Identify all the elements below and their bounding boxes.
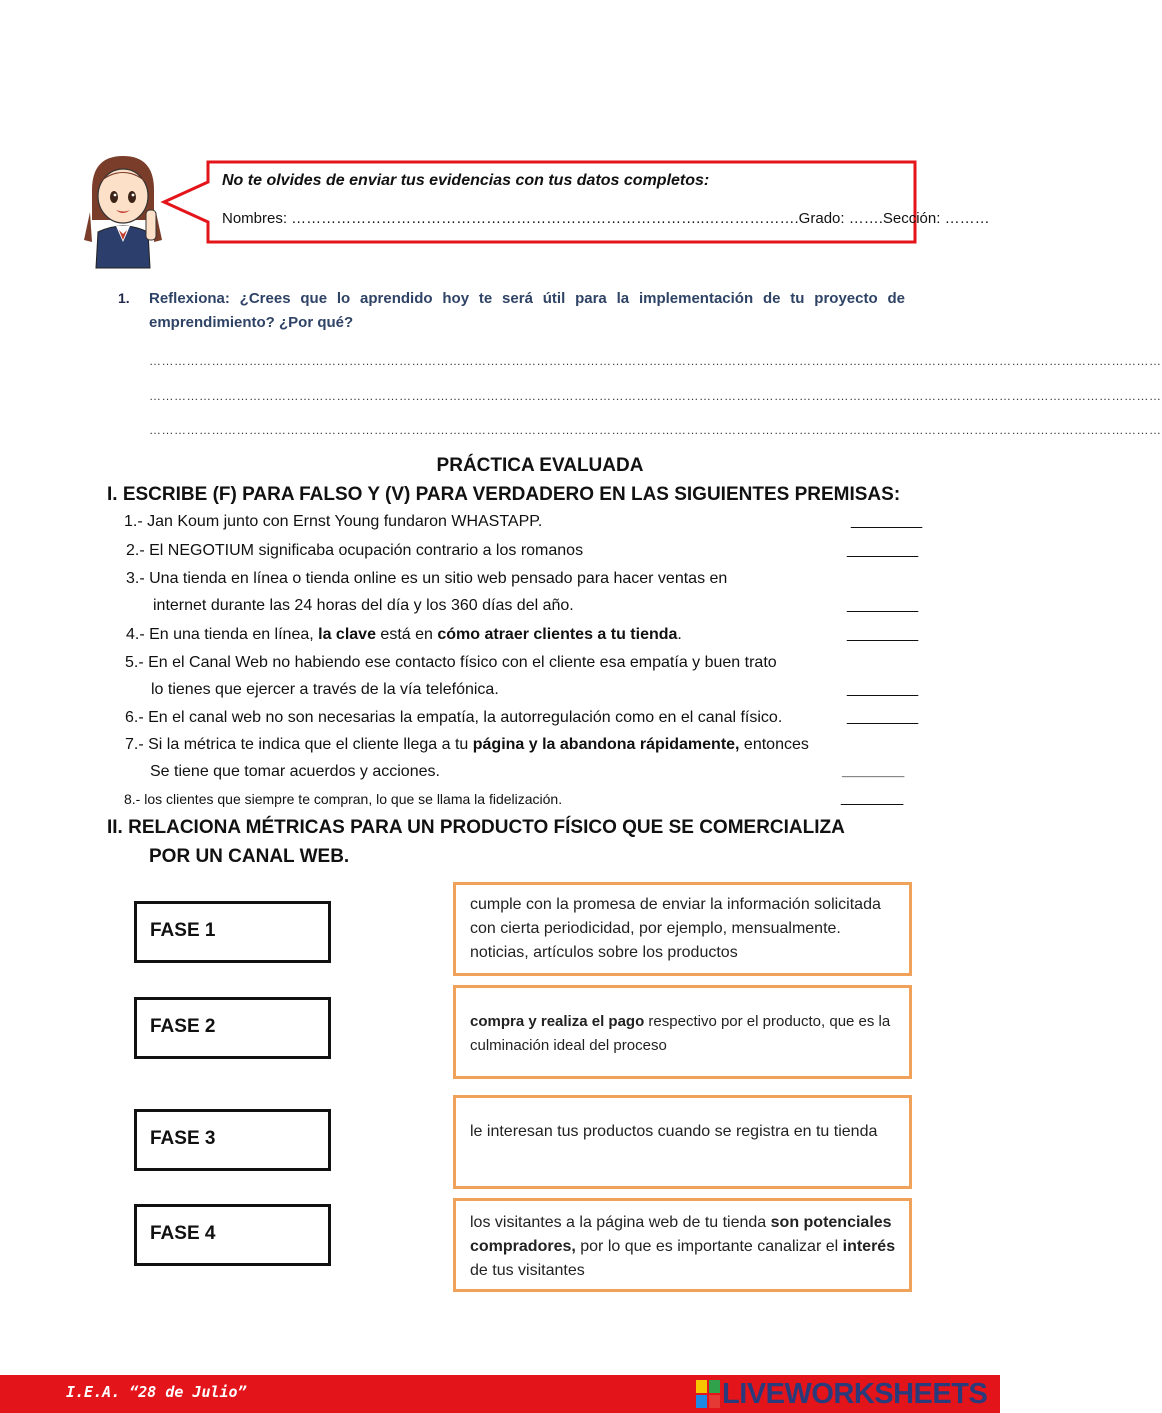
answer-line[interactable]: ……………………………………………………………………………………………………………………………………………………………………………………………………………………… bbox=[149, 389, 1162, 403]
answer-blank[interactable]: _______ bbox=[841, 789, 904, 806]
phase-label: FASE 2 bbox=[150, 1016, 216, 1037]
premise-8: 8.- los clientes que siempre te compran, lo que se llama la fidelización. bbox=[124, 791, 563, 807]
premise-7: 7.- Si la métrica te indica que el cliente llega a tu página y la abandona rápidamente, entonces bbox=[125, 736, 809, 753]
answer-blank[interactable]: _______ bbox=[842, 762, 905, 779]
phase-label: FASE 4 bbox=[150, 1223, 216, 1244]
phase-box-4[interactable] bbox=[134, 1204, 331, 1266]
definition-box-4[interactable] bbox=[453, 1198, 912, 1292]
section-2-title-cont: POR UN CANAL WEB. bbox=[149, 846, 350, 867]
question-number: 1. bbox=[118, 290, 130, 306]
phase-label: FASE 3 bbox=[150, 1128, 216, 1149]
reflection-question: Reflexiona: ¿Crees que lo aprendido hoy te será útil para la implementación de tu proyecto de emprendimiento? ¿Por qué? bbox=[149, 290, 905, 331]
premise-3-cont: internet durante las 24 horas del día y los 360 días del año. bbox=[153, 597, 574, 614]
premise-1: 1.- Jan Koum junto con Ernst Young fundaron WHASTAPP. bbox=[124, 513, 543, 530]
practice-title: PRÁCTICA EVALUADA bbox=[436, 455, 644, 476]
definition-text: le interesan tus productos cuando se registra en tu tienda bbox=[470, 1123, 878, 1140]
answer-blank[interactable]: ________ bbox=[851, 512, 923, 529]
answer-blank[interactable]: ________ bbox=[847, 541, 919, 558]
premise-2: 2.- El NEGOTIUM significaba ocupación contrario a los romanos bbox=[126, 542, 584, 559]
reminder-title: No te olvides de enviar tus evidencias con tus datos completos: bbox=[222, 172, 710, 189]
definition-box-1[interactable] bbox=[453, 882, 912, 976]
definition-text: compra y realiza el pago respectivo por el producto, que es la culminación ideal del proceso bbox=[470, 1013, 891, 1054]
phase-box-3[interactable] bbox=[134, 1109, 331, 1171]
answer-line[interactable]: ……………………………………………………………………………………………………………………………………………………………………………………………………………………… bbox=[149, 423, 1162, 437]
answer-line[interactable]: ……………………………………………………………………………………………………………………………………………………………………………………………………………………… bbox=[149, 354, 1162, 368]
school-name: I.E.A. “28 de Julio” bbox=[66, 1383, 247, 1401]
premise-6: 6.- En el canal web no son necesarias la empatía, la autorregulación como en el canal físico. bbox=[125, 709, 783, 726]
definition-box-2[interactable] bbox=[453, 985, 912, 1079]
definition-text: los visitantes a la página web de tu tienda son potenciales compradores, por lo que es importante canalizar el interés de tus visitantes bbox=[470, 1214, 896, 1279]
answer-blank[interactable]: ________ bbox=[847, 596, 919, 613]
phase-label: FASE 1 bbox=[150, 920, 216, 941]
student-data-fields[interactable]: Nombres: ………………………………………………………………………..……………….Grado: …….Sección: ……… bbox=[222, 210, 990, 227]
premise-3: 3.- Una tienda en línea o tienda online es un sitio web pensado para hacer ventas en bbox=[126, 570, 728, 587]
student-illustration bbox=[78, 150, 168, 268]
section-2-title: II. RELACIONA MÉTRICAS PARA UN PRODUCTO FÍSICO QUE SE COMERCIALIZA bbox=[107, 817, 845, 838]
answer-blank[interactable]: ________ bbox=[847, 708, 919, 725]
liveworksheets-logo-icon bbox=[696, 1380, 720, 1408]
premise-7-cont: Se tiene que tomar acuerdos y acciones. bbox=[150, 763, 440, 780]
premise-5-cont: lo tienes que ejercer a través de la vía telefónica. bbox=[151, 681, 499, 698]
phase-box-1[interactable] bbox=[134, 901, 331, 963]
phase-box-2[interactable] bbox=[134, 997, 331, 1059]
answer-blank[interactable]: ________ bbox=[847, 625, 919, 642]
liveworksheets-brand[interactable]: LIVEWORKSHEETS bbox=[722, 1378, 988, 1410]
section-1-title: I. ESCRIBE (F) PARA FALSO Y (V) PARA VERDADERO EN LAS SIGUIENTES PREMISAS: bbox=[107, 484, 901, 505]
answer-blank[interactable]: ________ bbox=[847, 680, 919, 697]
premise-4: 4.- En una tienda en línea, la clave está en cómo atraer clientes a tu tienda. bbox=[126, 626, 682, 643]
definition-box-3[interactable] bbox=[453, 1095, 912, 1189]
premise-5: 5.- En el Canal Web no habiendo ese contacto físico con el cliente esa empatía y buen trato bbox=[125, 654, 777, 671]
definition-text: cumple con la promesa de enviar la información solicitada con cierta periodicidad, por ejemplo, mensualmente. noticias, artículos sobre los productos bbox=[470, 896, 881, 961]
